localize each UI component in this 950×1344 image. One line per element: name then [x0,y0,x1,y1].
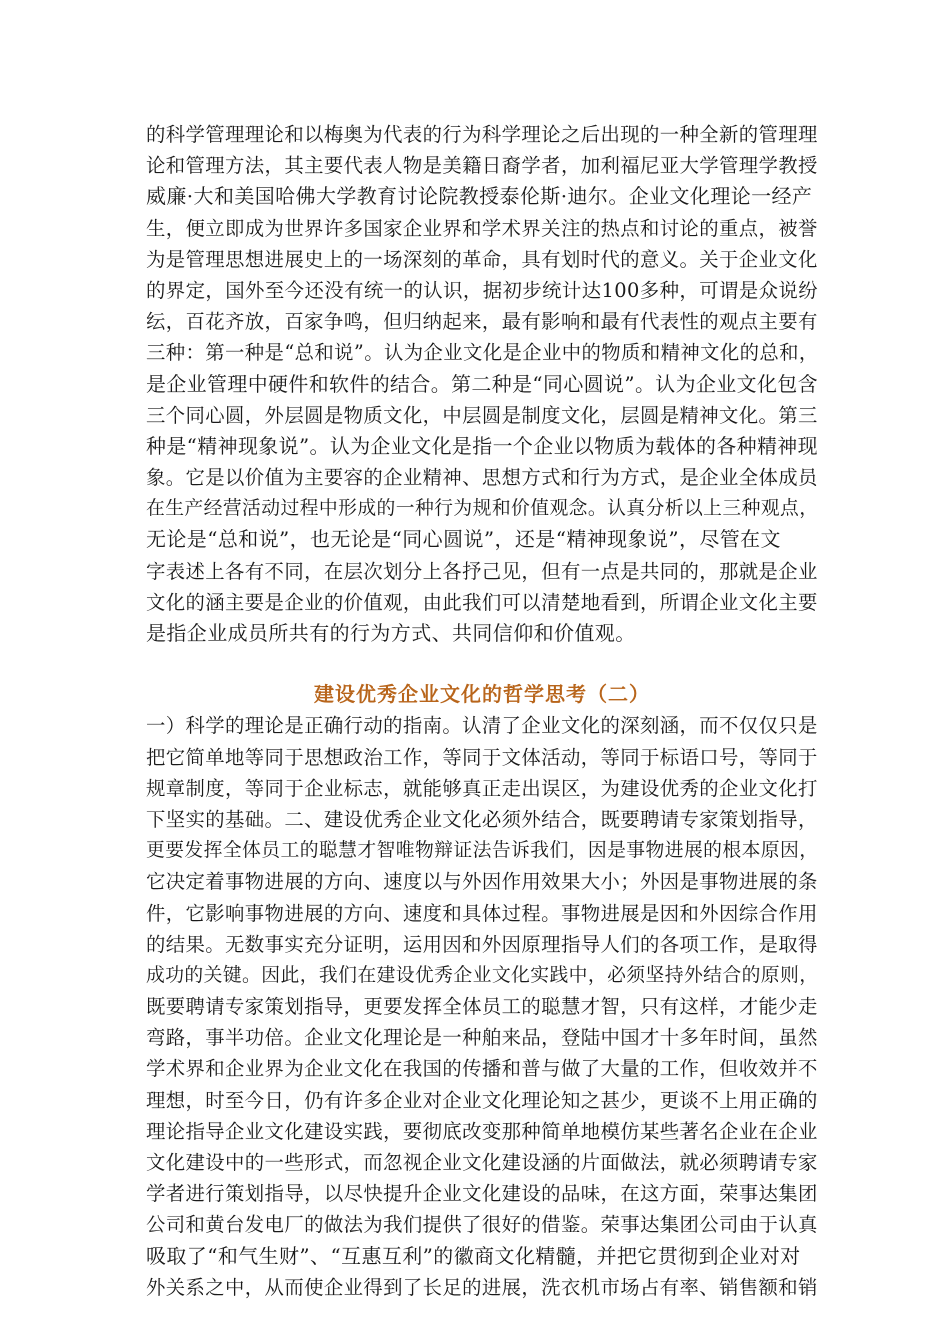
text-line: 是指企业成员所共有的行为方式、共同信仰和价值观。 [146,621,636,645]
document-page [146,119,818,1303]
text-line: 纭，百花齐放，百家争鸣，但归纳起来，最有影响和最有代表性的观点主要有 [146,310,818,334]
text-line: 文化建设中的一些形式，而忽视企业文化建设涵的片面做法，就必须聘请专家 [146,1151,818,1174]
text-line: 生，便立即成为世界许多国家企业界和学术界关注的热点和讨论的重点，被誉 [146,216,818,240]
text-line: 是企业管理中硬件和软件的结合。第二种是“同心圆说”。认为企业文化包含 [146,371,818,396]
text-line: 学者进行策划指导，以尽快提升企业文化建设的品味，在这方面，荣事达集团 [146,1182,818,1206]
text-line: 弯路，事半功倍。企业文化理论是一种舶来品，登陆中国才十多年时间，虽然 [146,1026,818,1050]
paragraph-1 [146,119,818,649]
text-line: 论和管理方法，其主要代表人物是美籍日裔学者，加利福尼亚大学管理学教授 [146,154,818,178]
paragraph-2 [146,710,818,1303]
text-line: 理想，时至今日，仍有许多企业对企业文化理论知之甚少，更谈不上用正确的 [146,1088,818,1112]
text-line: 威廉·大和美国哈佛大学教育讨论院教授泰伦斯·迪尔。企业文化理论一经产 [146,184,813,209]
text-line: 它决定着事物进展的方向、速度以与外因作用效果大小；外因是事物进展的条 [146,870,818,894]
text-line: 文化的涵主要是企业的价值观，由此我们可以清楚地看到，所谓企业文化主要 [146,590,818,614]
text-line: 的界定，国外至今还没有统一的认识，据初步统计达100多种，可谓是众说纷 [146,278,819,302]
paragraph-gap [146,649,818,679]
text-line: 成功的关键。因此，我们在建设优秀企业文化实践中，必须坚持外结合的原则， [146,964,819,986]
text-line: 把它简单地等同于思想政治工作，等同于文体活动，等同于标语口号，等同于 [146,745,818,769]
text-line: 件，它影响事物进展的方向、速度和具体过程。事物进展是因和外因综合作用 [146,901,818,925]
text-line: 三种：第一种是“总和说”。认为企业文化是企业中的物质和精神文化的总和， [146,341,819,365]
text-line: 在生产经营活动过程中形成的一种行为规和价值观念。认真分析以上三种观点， [146,498,819,520]
text-line: 公司和黄台发电厂的做法为我们提供了很好的借鉴。荣事达集团公司由于认真 [146,1213,818,1237]
text-line: 的科学管理理论和以梅奥为代表的行为科学理论之后出现的一种全新的管理理 [146,123,818,146]
text-line: 种是“精神现象说”。认为企业文化是指一个企业以物质为载体的各种精神现 [146,433,818,458]
text-line: 一）科学的理论是正确行动的指南。认清了企业文化的深刻涵，而不仅仅只是 [146,714,818,738]
text-line: 为是管理思想进展史上的一场深刻的革命，具有划时代的意义。关于企业文化 [146,247,818,271]
text-line: 的结果。无数事实充分证明，运用因和外因原理指导人们的各项工作，是取得 [146,932,818,956]
text-line: 更要发挥全体员工的聪慧才智唯物辩证法告诉我们，因是事物进展的根本原因， [146,840,819,862]
text-line: 字表述上各有不同，在层次划分上各抒己见，但有一点是共同的，那就是企业 [146,559,818,583]
text-line: 既要聘请专家策划指导，更要发挥全体员工的聪慧才智，只有这样，才能少走 [146,995,818,1019]
text-line: 吸取了“和气生财”、“互惠互利”的徽商文化精髓，并把它贯彻到企业对对 [146,1243,801,1268]
text-line: 象。它是以价值为主要容的企业精神、思想方式和行为方式，是企业全体成员 [146,466,818,490]
text-line: 外关系之中，从而使企业得到了长足的进展，洗衣机市场占有率、销售额和销 [146,1275,818,1299]
text-line: 三个同心圆，外层圆是物质文化，中层圆是制度文化，层圆是精神文化。第三 [146,403,818,427]
text-line: 学术界和企业界为企业文化在我国的传播和普与做了大量的工作，但收效并不 [146,1057,818,1081]
text-line: 下坚实的基础。二、建设优秀企业文化必须外结合，既要聘请专家策划指导， [146,807,818,831]
text-line: 无论是“总和说”，也无论是“同心圆说”，还是“精神现象说”，尽管在文 [146,527,781,552]
section-title: 建设优秀企业文化的哲学思考（二） [314,682,650,707]
text-line: 规章制度，等同于企业标志，就能够真正走出误区，为建设优秀的企业文化打 [146,776,818,800]
text-line: 理论指导企业文化建设实践，要彻底改变那种简单地模仿某些著名企业在企业 [146,1119,818,1143]
